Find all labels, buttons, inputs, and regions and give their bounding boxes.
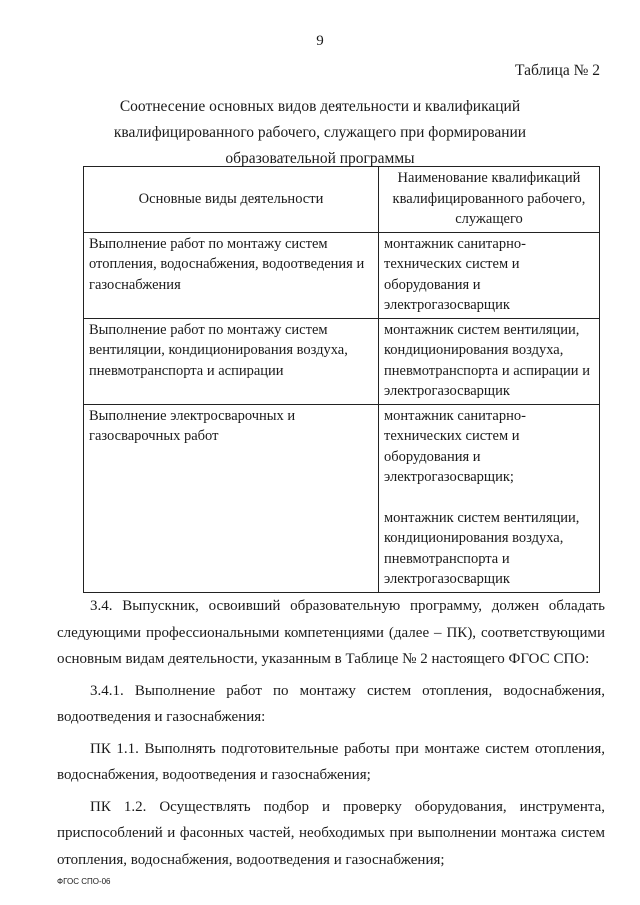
paragraph: 3.4. Выпускник, освоивший образовательную программу, должен обладать следующими профессиональными компетенциями (далее – ПК), соответствующими основным видам деятельности, указанным в Таблице № 2 настоящего ФГОС СПО: xyxy=(57,598,605,667)
footer-code: ФГОС СПО-06 xyxy=(57,877,111,886)
page-number: 9 xyxy=(316,33,324,49)
paragraph: ПК 1.2. Осуществлять подбор и проверку оборудования, инструмента, приспособлений и фасонных частей, необходимых при выполнении монтажа систем отопления, водоснабжения, водоотведения и газоснабжения; xyxy=(57,798,605,868)
qualification-cell xyxy=(379,404,600,592)
table-row xyxy=(84,318,600,404)
activity-cell: Выполнение электросварочных и газосварочных работ xyxy=(84,404,379,592)
body-text xyxy=(57,593,605,878)
table-row xyxy=(84,404,600,592)
activity-cell: Выполнение работ по монтажу систем вентиляции, кондиционирования воздуха, пневмотранспорта и аспирации xyxy=(84,318,379,404)
header-qualifications: Наименование квалификаций квалифицированного рабочего, служащего xyxy=(379,167,600,233)
table-header-row xyxy=(84,167,600,233)
qualification-cell: монтажник санитарно-технических систем и оборудования и электрогазосварщик xyxy=(379,232,600,318)
paragraph: ПК 1.1. Выполнять подготовительные работы при монтаже систем отопления, водоснабжения, водоотведения и газоснабжения; xyxy=(57,740,605,783)
qualification-item: монтажник санитарно-технических систем и оборудования и электрогазосварщик; xyxy=(384,407,526,485)
table-label: Таблица № 2 xyxy=(515,62,600,79)
table-title: Соотнесение основных видов деятельности и квалификаций квалифицированного рабочего, служащего при формировании образовательной программы xyxy=(113,98,527,167)
qualifications-table xyxy=(83,166,600,593)
table-row xyxy=(84,232,600,318)
qualification-item: монтажник систем вентиляции, кондиционирования воздуха, пневмотранспорта и электрогазосварщик xyxy=(384,509,580,587)
header-activities: Основные виды деятельности xyxy=(84,167,379,233)
activity-cell: Выполнение работ по монтажу систем отопления, водоснабжения, водоотведения и газоснабжения xyxy=(84,232,379,318)
paragraph: 3.4.1. Выполнение работ по монтажу систем отопления, водоснабжения, водоотведения и газоснабжения: xyxy=(57,682,605,725)
qualification-cell: монтажник систем вентиляции, кондиционирования воздуха, пневмотранспорта и аспирации и электрогазосварщик xyxy=(379,318,600,404)
